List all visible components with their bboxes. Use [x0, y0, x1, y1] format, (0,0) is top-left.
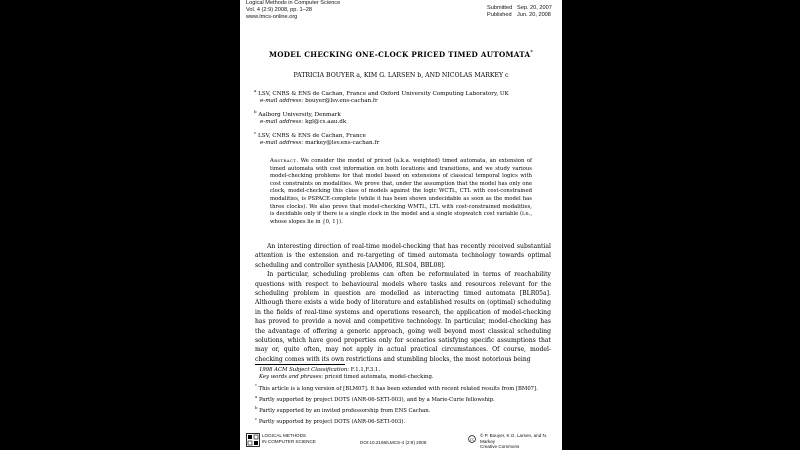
footer-journal [262, 433, 316, 444]
footnote-text: This article is a long version of [BLM07]. It has been extended with recent related results from [BM07]. [258, 385, 538, 392]
acm-label: 1998 ACM Subject Classification: [259, 367, 350, 373]
introduction-text [255, 242, 551, 364]
journal-name: Logical Methods in Computer Science [246, 0, 341, 6]
affiliation-a [254, 87, 554, 105]
journal-website[interactable]: www.lmcs-online.org [246, 14, 298, 20]
paper-title: MODEL CHECKING ONE-CLOCK PRICED TIMED AUTOMATA* [268, 50, 534, 59]
affiliation-mark: a [254, 88, 257, 93]
footnote-mark: c [255, 415, 258, 421]
footer-doi[interactable]: DOI:10.2168/LMCS-4 (2:9) 2008 [360, 440, 427, 445]
copyright-text: © P. Bouyer, K.G. Larsen, and N. Markey [480, 433, 548, 444]
footnote-mark: b [255, 404, 258, 410]
svg-text:cc: cc [470, 437, 474, 442]
affiliation-b [254, 108, 554, 126]
footnote-text: Partly supported by project DOTS (ANR-06-SETI-003), and by a Marie-Curie fellowship. [258, 396, 495, 403]
lmcs-logo-icon [246, 433, 260, 447]
footer-logo-line2: IN COMPUTER SCIENCE [262, 438, 316, 444]
affiliation-mark: c [254, 130, 257, 135]
email-address[interactable]: kgl@cs.aau.dk [305, 118, 347, 125]
published-label: Published [487, 12, 512, 18]
submitted-date: Sep. 20, 2007 [517, 5, 552, 11]
body-paragraph: An interesting direction of real-time model-checking that has recently received substantial attention is the extension and re-targeting of timed automata technology towards optimal scheduling and controller synthesis [AAM06, RLS04, BBL08]. [255, 243, 551, 269]
footnote-text: Partly supported by project DOTS (ANR-06-SETI-003). [258, 418, 406, 425]
journal-header [246, 0, 340, 21]
journal-volume: Vol. 4 (2:9) 2008, pp. 1–28 [246, 7, 312, 13]
submission-dates [487, 5, 552, 19]
paper-page [240, 0, 562, 450]
title-footnote-mark: * [530, 50, 534, 56]
published-date: Jun. 20, 2008 [517, 12, 551, 18]
email-address[interactable]: markey@lsv.ens-cachan.fr [305, 139, 380, 146]
email-label: e-mail address: [260, 97, 304, 104]
affiliation-line: LSV, CNRS & ENS de Cachan, France and Oxford University Computing Laboratory, UK [258, 90, 509, 97]
footnote-mark: a [255, 393, 258, 399]
email-label: e-mail address: [260, 139, 304, 146]
footer-copyright [480, 433, 562, 450]
acm-value: F.1.1,F.3.1. [350, 367, 381, 373]
creative-commons-icon [468, 435, 476, 443]
affiliation-c [254, 129, 554, 147]
footnote-text: Partly supported by an invited professorship from ENS Cachan. [259, 407, 431, 414]
affiliation-mark: b [254, 109, 257, 114]
affiliation-line: Aalborg University, Denmark [258, 111, 341, 118]
email-address[interactable]: bouyer@lsv.ens-cachan.fr [305, 97, 378, 104]
email-label: e-mail address: [260, 118, 304, 125]
author-list: PATRICIA BOUYER a, KIM G. LARSEN b, AND NICOLAS MARKEY c [293, 72, 509, 79]
footnote-rule [255, 364, 345, 365]
abstract-text: We consider the model of priced (a.k.a. weighted) timed automata, an extension of timed automata with cost information on both locations and transitions, and we study various model-checking problems for that model based on extensions of classical temporal logics with cost constraints on modalities. We prove that, under the assumption that the model has only one clock, model-checking this class of models against the logic WCTL, CTL with cost-constrained modalities, is PSPACE-complete (while it has been shown undecidable as soon as the model has three clocks). We also prove that model-checking WMTL, LTL with cost-constrained modalities, is decidable only if there is a single clock in the model and a single stopwatch cost variable (i.e., whose slopes lie in {0, 1}). [270, 158, 533, 225]
submitted-label: Submitted [487, 5, 513, 11]
keywords-value: priced timed automata, model-checking. [324, 374, 434, 381]
body-paragraph: In particular, scheduling problems can often be reformulated in terms of reachability questions with respect to behavioural models where tasks and resources relevant for the scheduling problem in question are modelled as interacting timed automata [BLR05a]. Although there exists a wide body of literature and established results on (optimal) scheduling in the fields of real-time systems and operations research, the application of model-checking has proved to provide a novel and competitive technology. In particular, model-checking has the advantage of offering a generic approach, going well beyond most classical scheduling solutions, which have good properties only for scenarios satisfying specific assumptions that may or, quite often, may not apply in actual practical circumstances. Of course, model-checking comes with its own restrictions and stumbling blocks, the most notorious being [255, 271, 551, 363]
footnote-mark: * [255, 382, 257, 388]
affiliation-line: LSV, CNRS & ENS de Cachan, France [258, 132, 366, 139]
footnotes [255, 367, 555, 426]
license-text: Creative Commons [480, 444, 520, 450]
abstract-label: Abstract. [270, 158, 299, 164]
abstract [270, 158, 532, 226]
keywords-label: Key words and phrases: [259, 374, 324, 381]
footer-logo-line1: LOGICAL METHODS [262, 433, 306, 438]
